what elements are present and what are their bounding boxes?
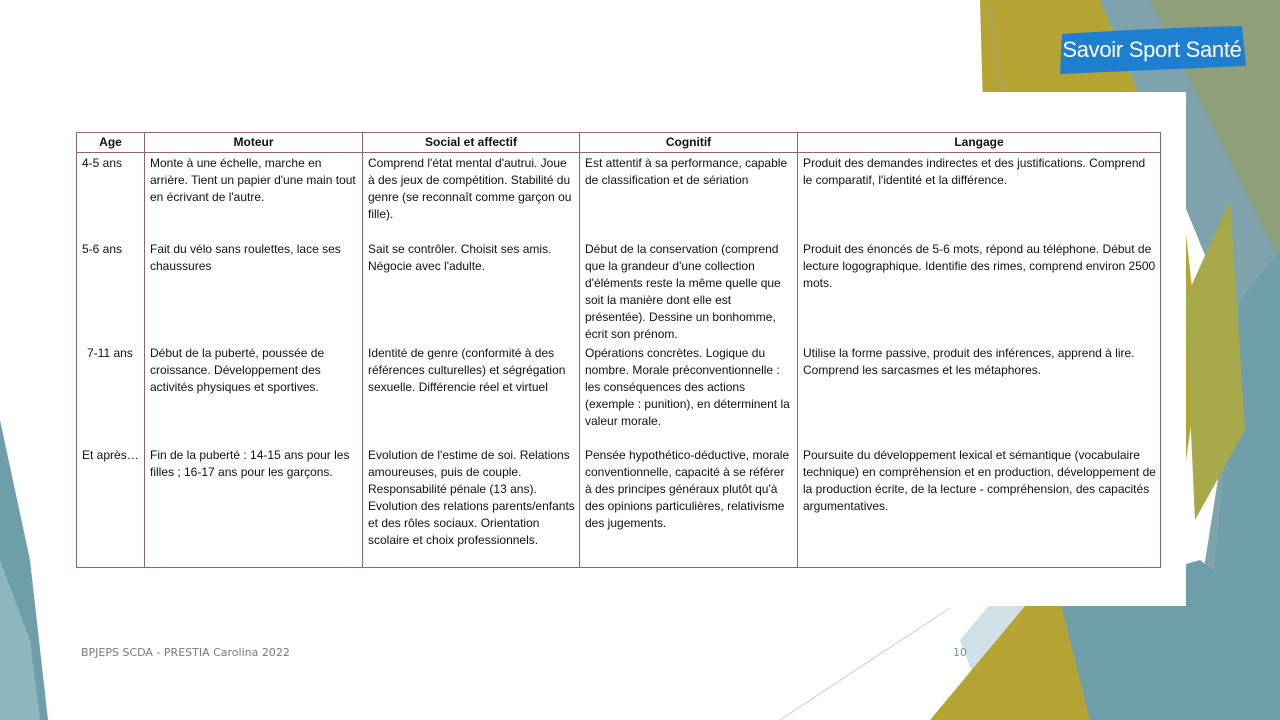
brand-logo [1058, 26, 1246, 74]
logo-text: Savoir Sport Santé [1062, 37, 1242, 62]
cell-moteur: Fait du vélo sans roulettes, lace ses chaussures [145, 239, 363, 343]
cell-cognitif: Opérations concrètes. Logique du nombre. Morale préconventionnelle : les conséquences des actions (exemple : punition), en déterminent la valeur morale. [580, 343, 798, 445]
cell-langage: Produit des demandes indirectes et des justifications. Comprend le comparatif, l'identité et la différence. [798, 153, 1161, 240]
cell-cognitif: Est attentif à sa performance, capable de classification et de sériation [580, 153, 798, 240]
cell-moteur: Monte à une échelle, marche en arrière. Tient un papier d'une main tout en écrivant de l'autre. [145, 153, 363, 240]
cell-age: 5-6 ans [77, 239, 145, 343]
table-row [77, 153, 1161, 240]
table-header-row [77, 133, 1161, 153]
cell-cognitif: Début de la conservation (comprend que la grandeur d'une collection d'éléments reste la même quelle que soit la manière dont elle est présentée). Dessine un bonhomme, écrit son prénom. [580, 239, 798, 343]
page-number: 10 [953, 646, 967, 659]
cell-social: Comprend l'état mental d'autrui. Joue à des jeux de compétition. Stabilité du genre (se reconnaît comme garçon ou fille). [363, 153, 580, 240]
cell-moteur: Début de la puberté, poussée de croissance. Développement des activités physiques et sportives. [145, 343, 363, 445]
table-row [77, 343, 1161, 445]
cell-social: Evolution de l'estime de soi. Relations amoureuses, puis de couple. Responsabilité pénale (13 ans). Evolution des relations parents/enfants et des rôles sociaux. Orientation scolaire et choix professionnels. [363, 445, 580, 568]
cell-moteur: Fin de la puberté : 14-15 ans pour les filles ; 16-17 ans pour les garçons. [145, 445, 363, 568]
bg-accent-line-2 [780, 608, 950, 720]
cell-age: 7-11 ans [77, 343, 145, 445]
header-age: Age [77, 133, 145, 153]
header-social: Social et affectif [363, 133, 580, 153]
cell-age: Et après… [77, 445, 145, 568]
header-moteur: Moteur [145, 133, 363, 153]
cell-langage: Utilise la forme passive, produit des inférences, apprend à lire. Comprend les sarcasmes et les métaphores. [798, 343, 1161, 445]
table-row [77, 445, 1161, 568]
table-card [72, 92, 1186, 606]
footer-text: BPJEPS SCDA - PRESTIA Carolina 2022 [81, 646, 290, 659]
cell-age: 4-5 ans [77, 153, 145, 240]
cell-social: Identité de genre (conformité à des références culturelles) et ségrégation sexuelle. Différencie réel et virtuel [363, 343, 580, 445]
cell-langage: Produit des énoncés de 5-6 mots, répond au téléphone. Début de lecture logographique. Identifie des rimes, comprend environ 2500 mots. [798, 239, 1161, 343]
header-langage: Langage [798, 133, 1161, 153]
cell-cognitif: Pensée hypothético-déductive, morale conventionnelle, capacité à se référer à des principes généraux plutôt qu'à des opinions particulières, relativisme des jugements. [580, 445, 798, 568]
header-cognitif: Cognitif [580, 133, 798, 153]
cell-social: Sait se contrôler. Choisit ses amis. Négocie avec l'adulte. [363, 239, 580, 343]
development-table [76, 132, 1161, 568]
cell-langage: Poursuite du développement lexical et sémantique (vocabulaire technique) en compréhension et en production, développement de la production écrite, de la lecture - compréhension, des capacités argumentatives. [798, 445, 1161, 568]
table-row [77, 239, 1161, 343]
